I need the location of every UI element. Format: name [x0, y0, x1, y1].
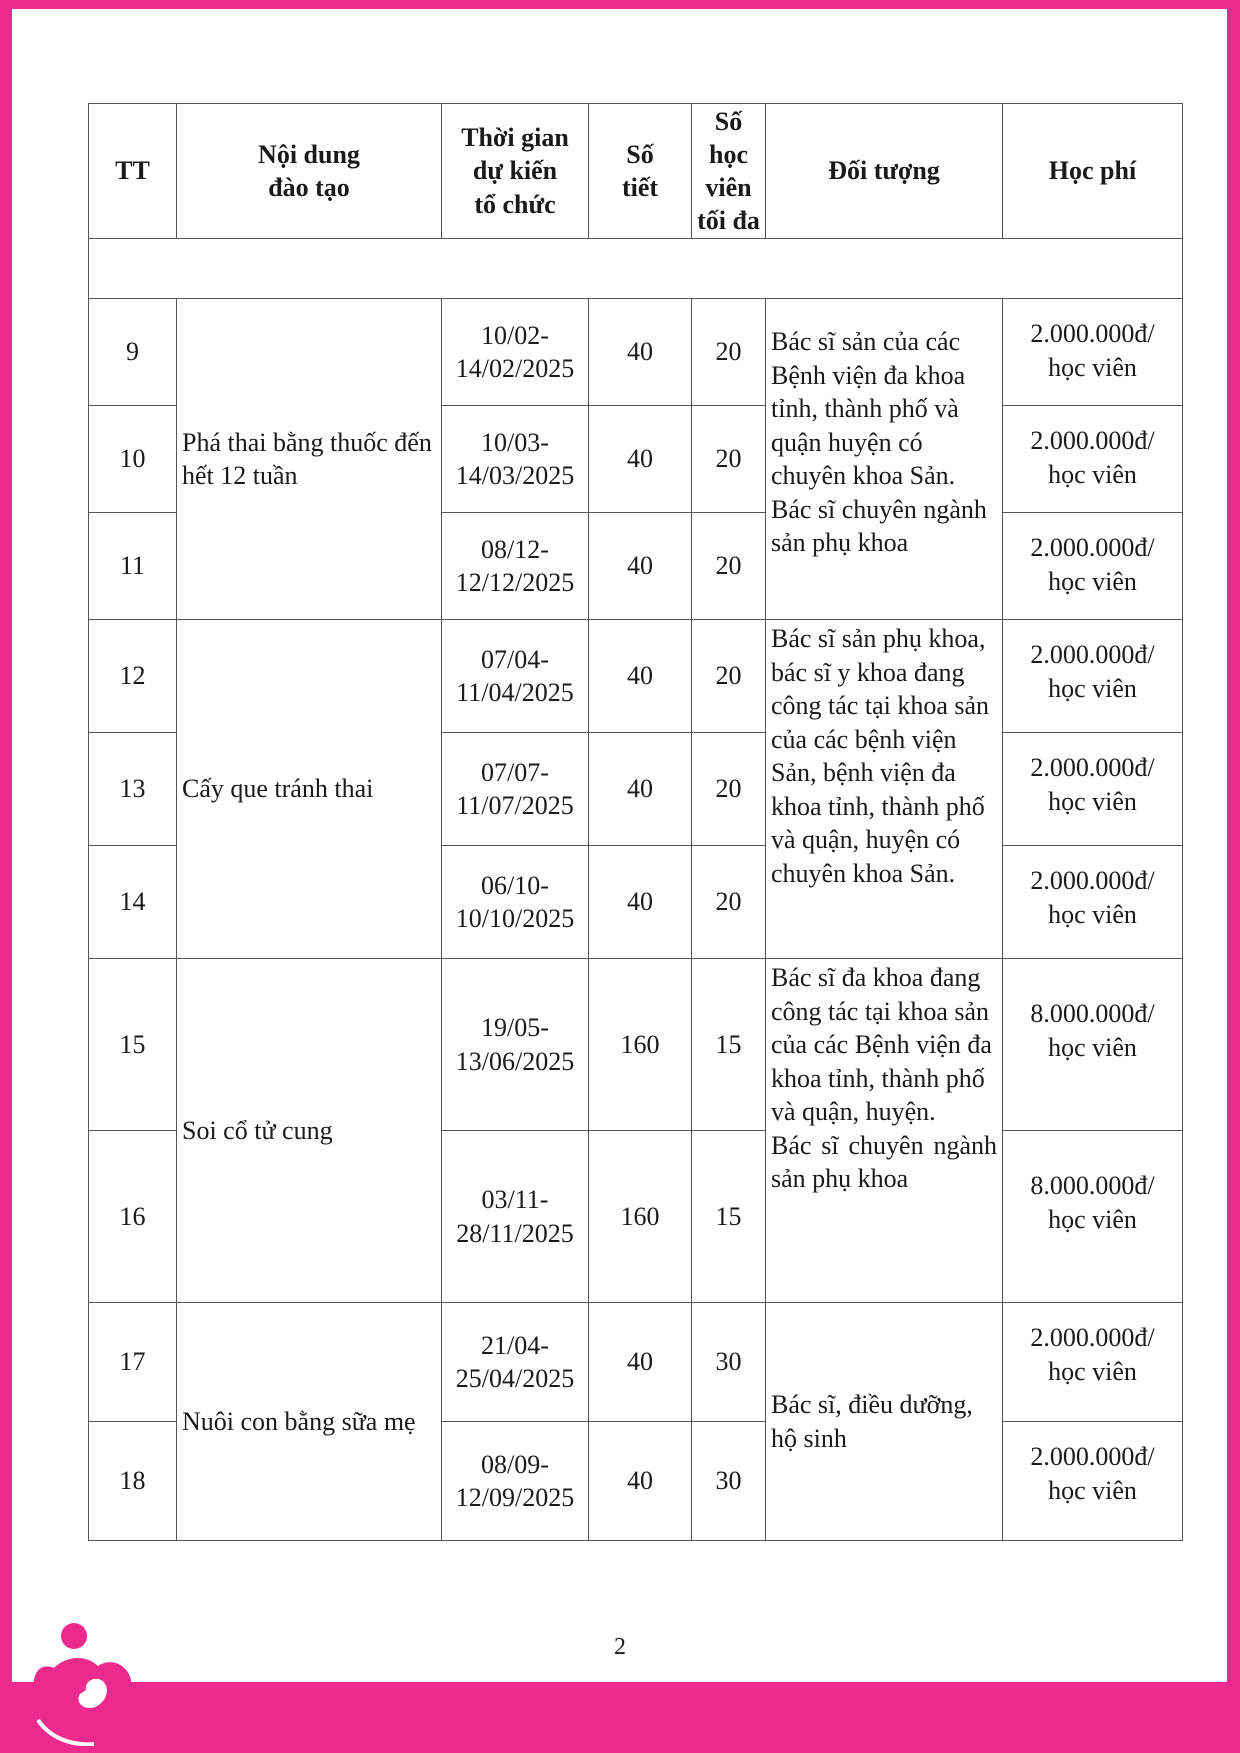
- periods-cell: 160: [589, 959, 692, 1131]
- time-cell: 07/04- 11/04/2025: [442, 620, 589, 733]
- periods-cell: 40: [589, 846, 692, 959]
- header-target: Đối tượng: [766, 104, 1003, 239]
- tt-cell: 18: [89, 1422, 177, 1541]
- max-students-cell: 15: [692, 959, 766, 1131]
- table-row: [89, 959, 1183, 1131]
- course-name-cell: Nuôi con bằng sữa mẹ: [177, 1303, 442, 1541]
- fee-cell: 2.000.000đ/ học viên: [1003, 846, 1183, 959]
- header-max-students: Số học viên tối đa: [692, 104, 766, 239]
- fee-cell: 2.000.000đ/ học viên: [1003, 1303, 1183, 1422]
- fee-cell: 2.000.000đ/ học viên: [1003, 406, 1183, 513]
- page-number: 2: [614, 1634, 626, 1660]
- max-students-cell: 20: [692, 620, 766, 733]
- time-cell: 08/12- 12/12/2025: [442, 513, 589, 620]
- course-name-cell: Phá thai bằng thuốc đến hết 12 tuần: [177, 299, 442, 620]
- time-cell: 08/09- 12/09/2025: [442, 1422, 589, 1541]
- tt-cell: 11: [89, 513, 177, 620]
- fee-cell: 2.000.000đ/ học viên: [1003, 513, 1183, 620]
- table-row: [89, 620, 1183, 733]
- tt-cell: 17: [89, 1303, 177, 1422]
- tt-cell: 10: [89, 406, 177, 513]
- tt-cell: 9: [89, 299, 177, 406]
- max-students-cell: 20: [692, 299, 766, 406]
- header-periods: Số tiết: [589, 104, 692, 239]
- max-students-cell: 30: [692, 1303, 766, 1422]
- training-schedule-table: [88, 103, 1183, 1541]
- header-time: Thời gian dự kiến tổ chức: [442, 104, 589, 239]
- target-cell: Bác sĩ, điều dưỡng, hộ sinh: [766, 1303, 1003, 1541]
- header-content: Nội dung đào tạo: [177, 104, 442, 239]
- periods-cell: 40: [589, 620, 692, 733]
- tt-cell: 16: [89, 1131, 177, 1303]
- page-border-top: [0, 0, 1240, 9]
- tt-cell: 15: [89, 959, 177, 1131]
- target-text: Bác sĩ đa khoa đang công tác tại khoa sản của các Bệnh viện đa khoa tỉnh, thành phố và quận, huyện.: [771, 963, 992, 1126]
- section-spacer-row: [89, 239, 1183, 299]
- target-text: Bác sĩ chuyên ngành sản phụ khoa: [771, 1130, 997, 1193]
- periods-cell: 40: [589, 513, 692, 620]
- time-cell: 21/04- 25/04/2025: [442, 1303, 589, 1422]
- periods-cell: 40: [589, 406, 692, 513]
- header-tt: TT: [89, 104, 177, 239]
- periods-cell: 40: [589, 733, 692, 846]
- page-border-bottom: [0, 1682, 1240, 1753]
- table-row: [89, 299, 1183, 406]
- tt-cell: 14: [89, 846, 177, 959]
- page-border-left: [0, 0, 12, 1753]
- course-name-cell: Cấy que tránh thai: [177, 620, 442, 959]
- max-students-cell: 20: [692, 513, 766, 620]
- table-header-row: [89, 104, 1183, 239]
- target-cell: Bác sĩ sản của các Bệnh viện đa khoa tỉnh, thành phố và quận huyện có chuyên khoa Sản. Bác sĩ chuyên ngành sản phụ khoa: [766, 299, 1003, 620]
- max-students-cell: 20: [692, 846, 766, 959]
- time-cell: 10/02- 14/02/2025: [442, 299, 589, 406]
- table-row: [89, 1303, 1183, 1422]
- max-students-cell: 20: [692, 406, 766, 513]
- periods-cell: 160: [589, 1131, 692, 1303]
- max-students-cell: 20: [692, 733, 766, 846]
- fee-cell: 8.000.000đ/ học viên: [1003, 1131, 1183, 1303]
- fee-cell: 2.000.000đ/ học viên: [1003, 299, 1183, 406]
- empty-cell: [89, 239, 1183, 299]
- mother-child-logo-icon: [24, 1616, 142, 1746]
- target-cell: [766, 959, 1003, 1303]
- time-cell: 19/05- 13/06/2025: [442, 959, 589, 1131]
- periods-cell: 40: [589, 1303, 692, 1422]
- fee-cell: 8.000.000đ/ học viên: [1003, 959, 1183, 1131]
- fee-cell: 2.000.000đ/ học viên: [1003, 620, 1183, 733]
- periods-cell: 40: [589, 299, 692, 406]
- max-students-cell: 15: [692, 1131, 766, 1303]
- page-border-right: [1227, 0, 1240, 1753]
- header-fee: Học phí: [1003, 104, 1183, 239]
- max-students-cell: 30: [692, 1422, 766, 1541]
- periods-cell: 40: [589, 1422, 692, 1541]
- target-cell: Bác sĩ sản phụ khoa, bác sĩ y khoa đang công tác tại khoa sản của các bệnh viện Sản, bệnh viện đa khoa tỉnh, thành phố và quận, huyện có chuyên khoa Sản.: [766, 620, 1003, 959]
- fee-cell: 2.000.000đ/ học viên: [1003, 1422, 1183, 1541]
- time-cell: 06/10- 10/10/2025: [442, 846, 589, 959]
- time-cell: 07/07- 11/07/2025: [442, 733, 589, 846]
- tt-cell: 13: [89, 733, 177, 846]
- time-cell: 03/11- 28/11/2025: [442, 1131, 589, 1303]
- time-cell: 10/03- 14/03/2025: [442, 406, 589, 513]
- course-name-cell: Soi cổ tử cung: [177, 959, 442, 1303]
- fee-cell: 2.000.000đ/ học viên: [1003, 733, 1183, 846]
- tt-cell: 12: [89, 620, 177, 733]
